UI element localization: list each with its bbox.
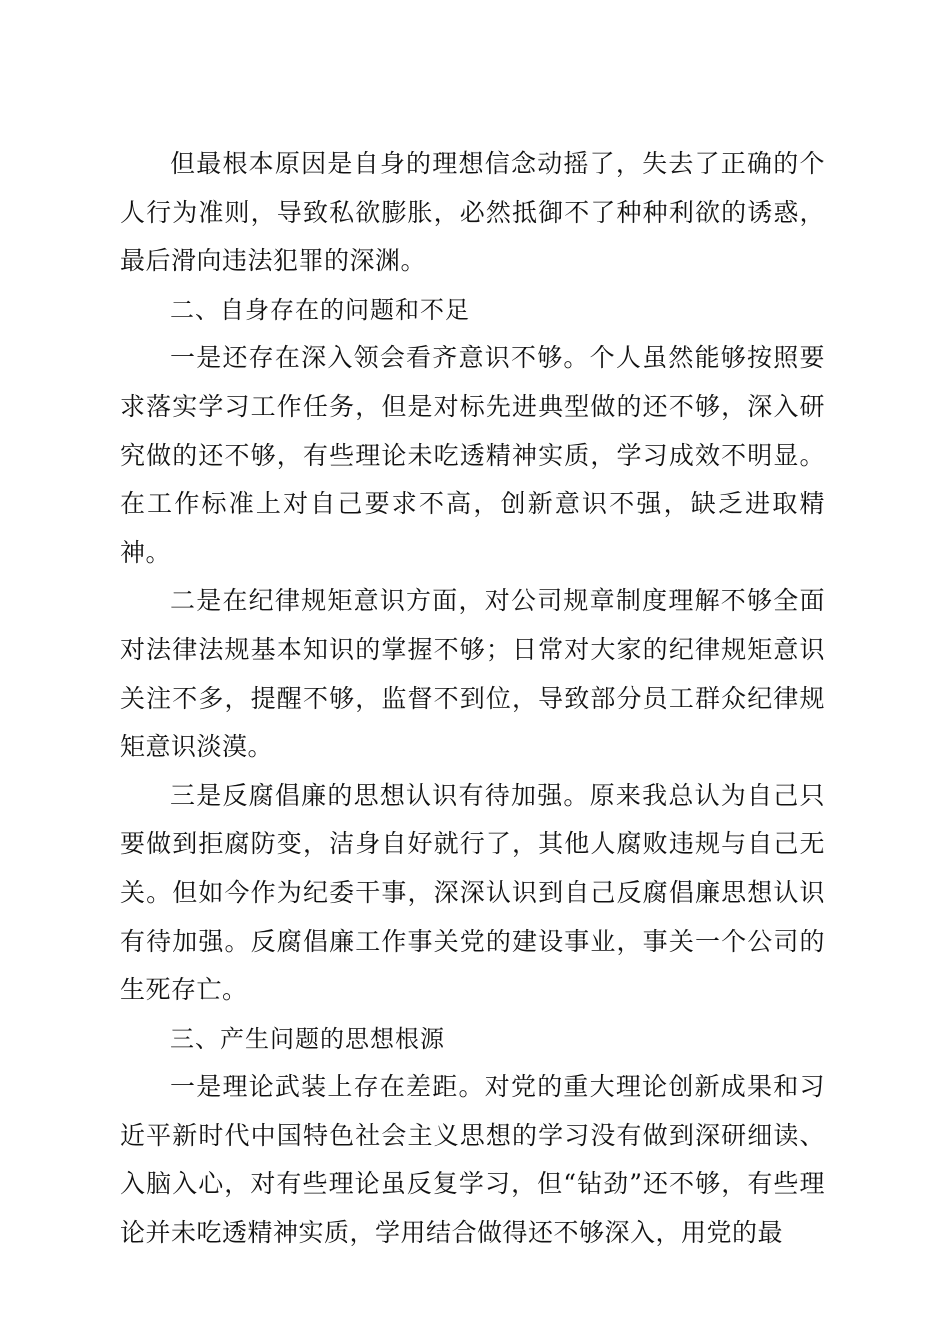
paragraph-problem-1: 一是还存在深入领会看齐意识不够。个人虽然能够按照要求落实学习工作任务，但是对标先进典型做的还不够，深入研究做的还不够，有些理论未吃透精神实质，学习成效不明显。在工作标准上对自己要求不高，创新意识不强，缺乏进取精神。 xyxy=(120,343,825,567)
paragraph-problem-2: 二是在纪律规矩意识方面，对公司规章制度理解不够全面对法律法规基本知识的掌握不够；日常对大家的纪律规矩意识关注不多，提醒不够，监督不到位，导致部分员工群众纪律规矩意识淡漠。 xyxy=(120,586,825,762)
section-heading-problems: 二、自身存在的问题和不足 xyxy=(170,295,470,324)
document-page xyxy=(120,140,825,1258)
paragraph-problem-3: 三是反腐倡廉的思想认识有待加强。原来我总认为自己只要做到拒腐防变，洁身自好就行了，其他人腐败违规与自己无关。但如今作为纪委干事，深深认识到自己反腐倡廉思想认识有待加强。反腐倡廉工作事关党的建设事业，事关一个公司的生死存亡。 xyxy=(120,780,825,1005)
section-heading-roots: 三、产生问题的思想根源 xyxy=(170,1024,445,1053)
paragraph-root-cause: 但最根本原因是自身的理想信念动摇了，失去了正确的个人行为准则，导致私欲膨胀，必然抵御不了种种利欲的诱惑，最后滑向违法犯罪的深渊。 xyxy=(120,149,825,276)
paragraph-root-1: 一是理论武装上存在差距。对党的重大理论创新成果和习近平新时代中国特色社会主义思想的学习没有做到深研细读、入脑入心，对有些理论虽反复学习，但“钻劲”还不够，有些理论并未吃透精神实质，学用结合做得还不够深入，用党的最 xyxy=(120,1072,825,1248)
